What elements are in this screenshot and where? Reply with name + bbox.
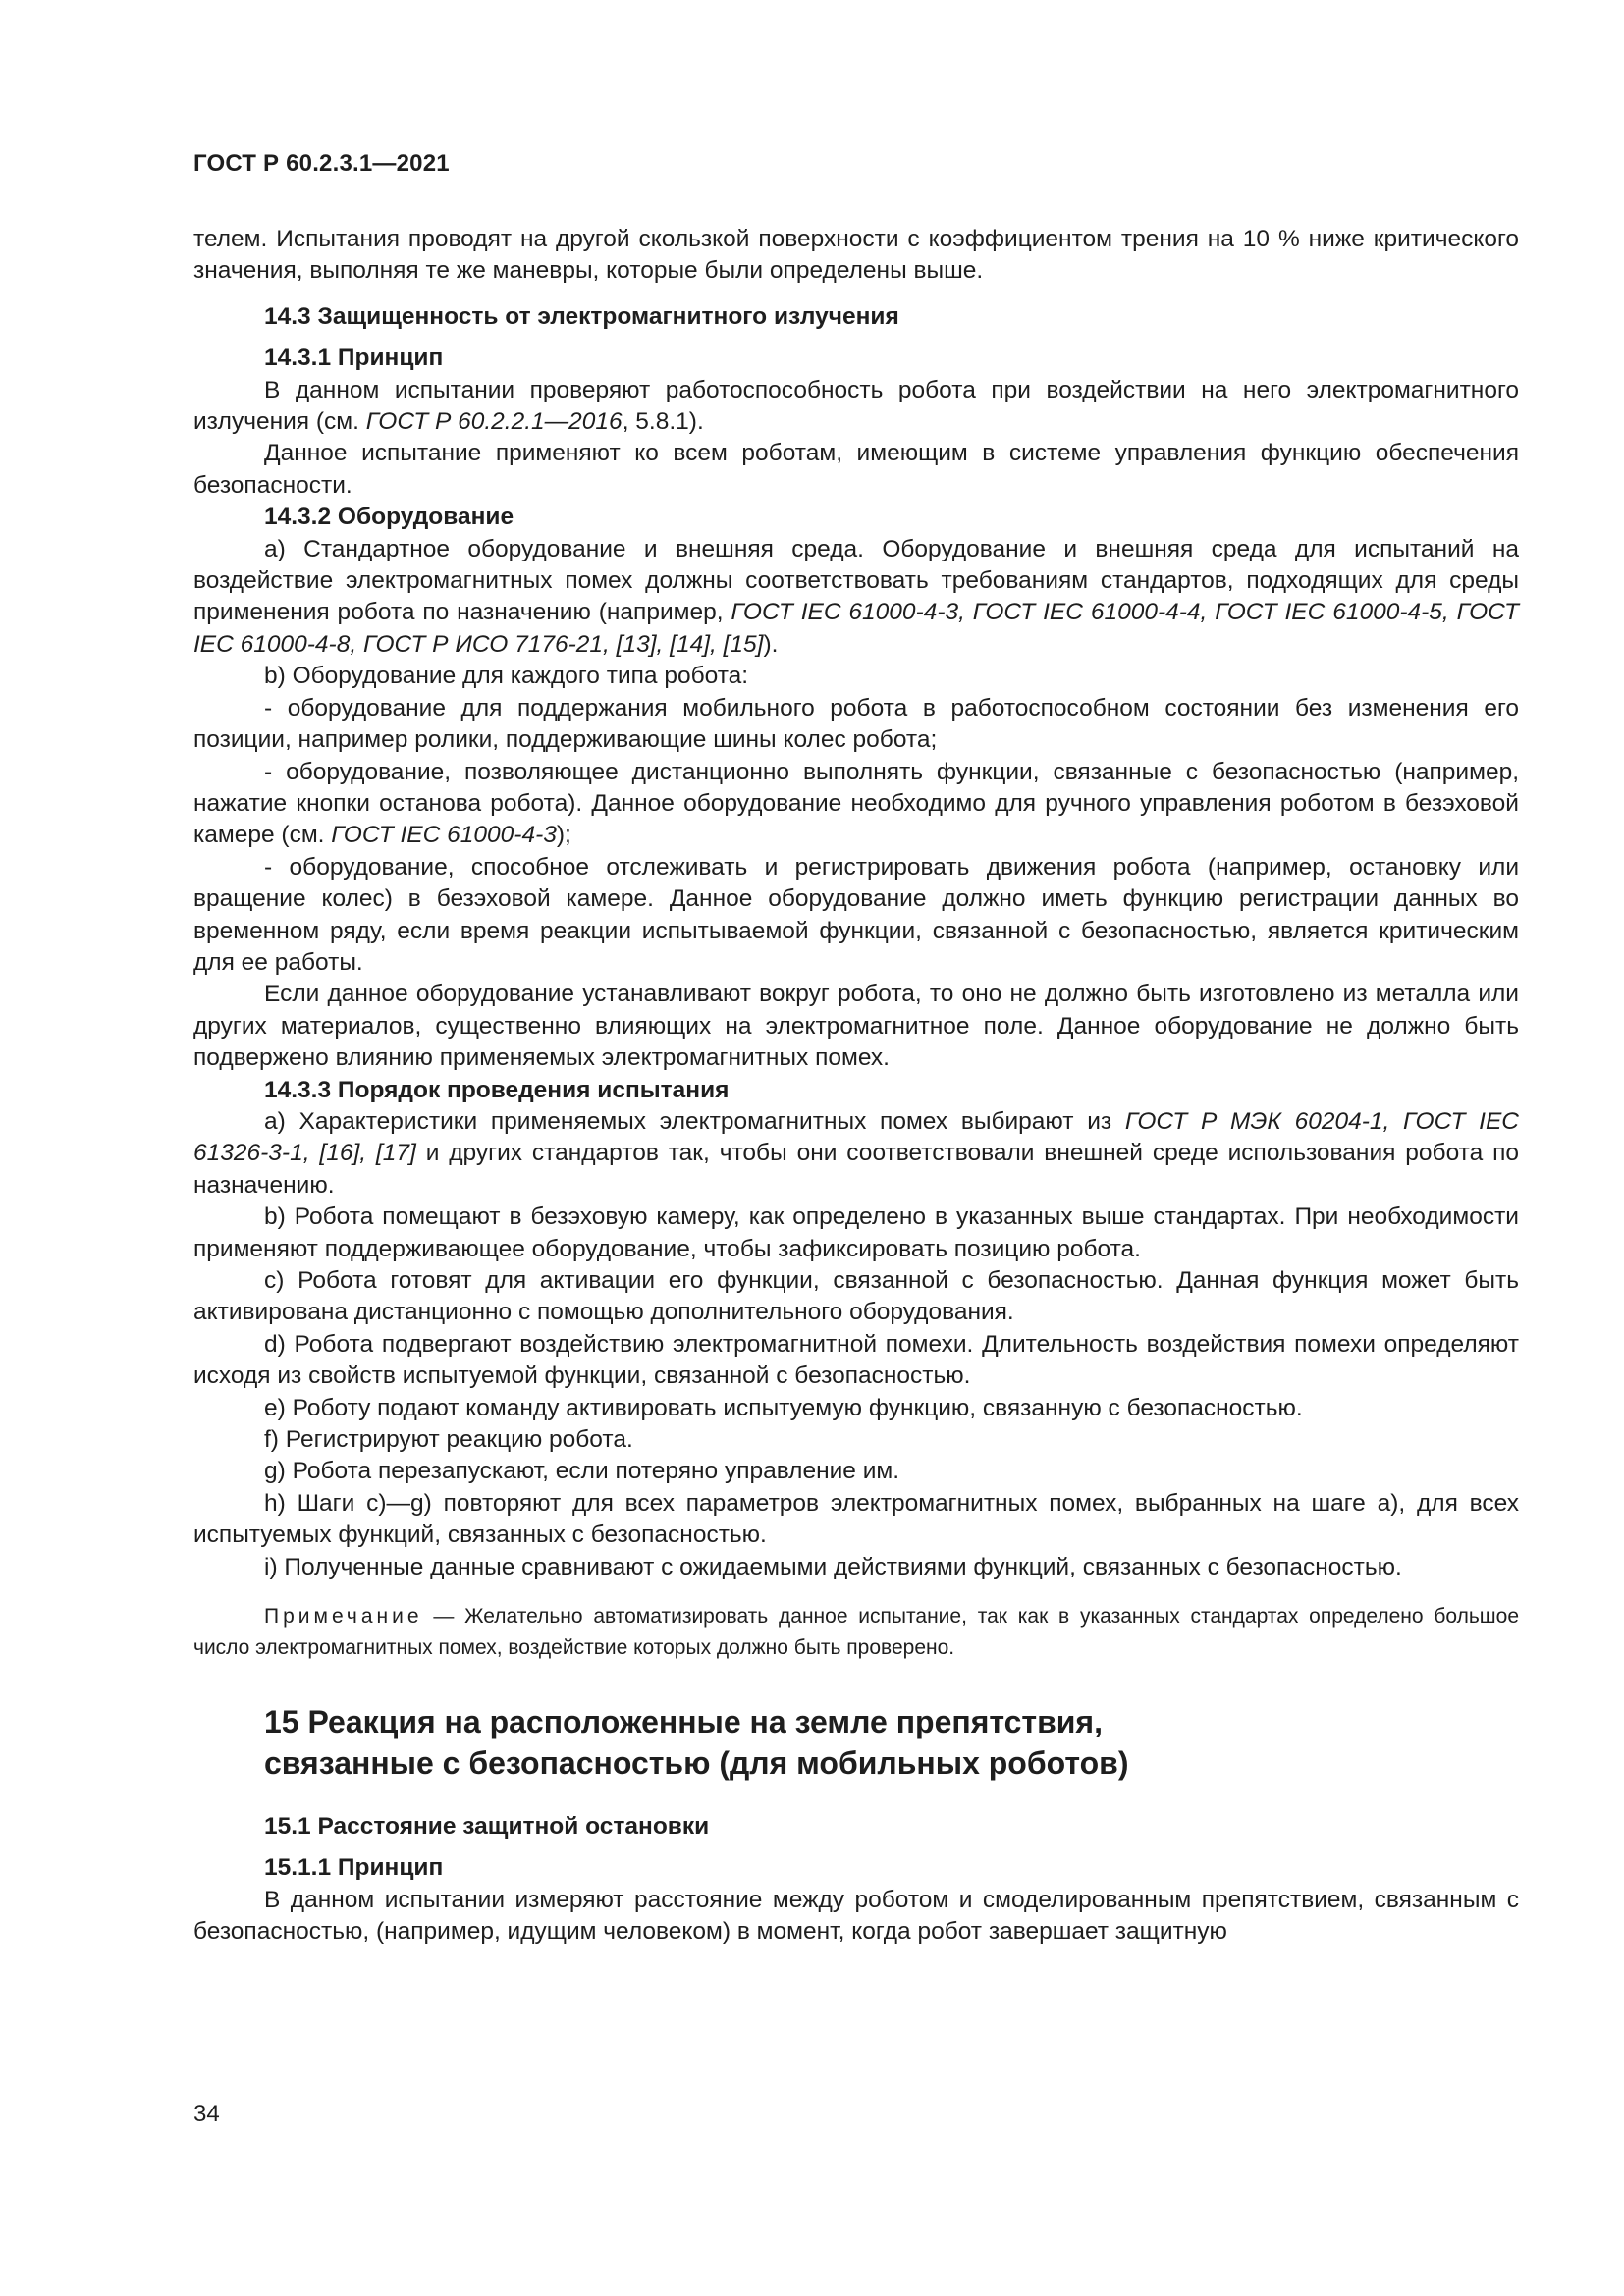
item-14-3-2-a <box>193 534 1519 662</box>
chapter-title-line-2: связанные с безопасностью (для мобильных роботов) <box>264 1745 1129 1782</box>
note-label: Примечание <box>264 1605 423 1629</box>
chapter-title-line-1: 15 Реакция на расположенные на земле препятствия, <box>264 1704 1103 1740</box>
section-14-3-3-heading: 14.3.3 Порядок проведения испытания <box>264 1076 730 1103</box>
section-14-3-1-heading: 14.3.1 Принцип <box>264 345 444 372</box>
document-body <box>193 224 1519 1949</box>
dash-item-2 <box>193 757 1519 852</box>
standard-references: ГОСТ Р МЭК 60204-1, ГОСТ IEC 61326-3-1, [16], [17] <box>193 1107 1519 1167</box>
standard-references: ГОСТ IEC 61000-4-3, ГОСТ IEC 61000-4-4, ГОСТ IEC 61000-4-5, ГОСТ IEC 61000-4-8, ГОСТ Р ИСО 7176-21, [13], [14], [15] <box>193 599 1520 658</box>
paragraph-15-1-1-1: В данном испытании измеряют расстояние между роботом и смоделированным препятствием, связанным с безопасностью, (например, идущим человеком) в момент, когда робот завершает защитную <box>193 1886 1519 1946</box>
text: а) Стандартное оборудование и внешняя среда. Оборудование и внешняя среда для испытаний на воздействие электромагнитных помех должны соответствовать требованиям стандартов, подходящих для среды применения робота по назначению (например, <box>193 535 1519 626</box>
item-14-3-3-c: c) Робота готовят для активации его функции, связанной с безопасностью. Данная функция может быть активирована дистанционно с помощью дополнительного оборудования. <box>193 1267 1519 1326</box>
page-number: 34 <box>193 2101 220 2127</box>
item-14-3-3-a <box>193 1106 1519 1201</box>
dash-item-3: - оборудование, способное отслеживать и регистрировать движения робота (например, остановку или вращение колес) в безэховой камере. Данное оборудование должно иметь функцию регистрации данных во временном ряду, если время реакции испытываемой функции, связанной с безопасностью, является критическим для ее работы. <box>193 853 1519 976</box>
note <box>193 1601 1519 1664</box>
item-14-3-3-b: b) Робота помещают в безэховую камеру, как определено в указанных выше стандартах. При необходимости применяют поддерживающее оборудование, чтобы зафиксировать позицию робота. <box>193 1203 1519 1262</box>
standard-reference: ГОСТ Р 60.2.2.1—2016 <box>365 408 623 436</box>
text: , 5.8.1). <box>622 408 704 436</box>
paragraph-14-3-1-2: Данное испытание применяют ко всем роботам, имеющим в системе управления функцию обеспечения безопасности. <box>193 440 1519 499</box>
text: В данном испытании проверяют работоспособность робота при воздействии на него электромагнитного излучения (см. <box>193 376 1519 436</box>
item-14-3-3-h: h) Шаги с)—g) повторяют для всех параметров электромагнитных помех, выбранных на шаге а), для всех испытуемых функций, связанных с безопасностью. <box>193 1489 1519 1549</box>
section-15-1-1-heading: 15.1.1 Принцип <box>264 1854 444 1882</box>
text: ). <box>763 630 779 658</box>
paragraph-intro: телем. Испытания проводят на другой скользкой поверхности с коэффициентом трения на 10 % ниже критического значения, выполняя те же маневры, которые были определены выше. <box>193 226 1519 285</box>
text: а) Характеристики применяемых электромагнитных помех выбирают из <box>264 1107 1125 1135</box>
item-14-3-3-g: g) Робота перезапускают, если потеряно управление им. <box>264 1458 900 1485</box>
text: ); <box>556 822 571 849</box>
item-14-3-3-e: e) Роботу подают команду активировать испытуемую функцию, связанную с безопасностью. <box>264 1394 1303 1421</box>
section-14-3-2-heading: 14.3.2 Оборудование <box>264 504 514 531</box>
paragraph-14-3-2-last: Если данное оборудование устанавливают вокруг робота, то оно не должно быть изготовлено из металла или других материалов, существенно влияющих на электромагнитное поле. Данное оборудование не должно быть подвержено влиянию применяемых электромагнитных помех. <box>193 981 1519 1072</box>
item-14-3-3-d: d) Робота подвергают воздействию электромагнитной помехи. Длительность воздействия помехи определяют исходя из свойств испытуемой функции, связанной с безопасностью. <box>193 1330 1519 1390</box>
standard-reference: ГОСТ IEC 61000-4-3 <box>331 822 557 849</box>
section-14-3-heading: 14.3 Защищенность от электромагнитного излучения <box>264 302 899 330</box>
item-14-3-3-i: i) Полученные данные сравнивают с ожидаемыми действиями функций, связанных с безопасностью. <box>264 1553 1402 1580</box>
note-text: — Желательно автоматизировать данное испытание, так как в указанных стандартах определено большое число электромагнитных помех, воздействие которых должно быть проверено. <box>193 1605 1519 1660</box>
section-15-1-heading: 15.1 Расстояние защитной остановки <box>264 1813 710 1841</box>
item-14-3-2-b: b) Оборудование для каждого типа робота: <box>264 663 749 690</box>
dash-item-1: - оборудование для поддержания мобильного робота в работоспособном состоянии без изменения его позиции, например ролики, поддерживающие шины колес робота; <box>193 694 1519 754</box>
document-header: ГОСТ Р 60.2.3.1—2021 <box>193 150 450 177</box>
text: и других стандартов так, чтобы они соответствовали внешней среде использования робота по назначению. <box>193 1140 1519 1199</box>
text: - оборудование, позволяющее дистанционно выполнять функции, связанные с безопасностью (например, нажатие кнопки останова робота). Данное оборудование необходимо для ручного управления роботом в безэховой камере (см. <box>193 758 1519 849</box>
chapter-15-heading <box>193 1701 1519 1784</box>
item-14-3-3-f: f) Регистрируют реакцию робота. <box>264 1426 633 1454</box>
paragraph-14-3-1-1 <box>193 375 1519 439</box>
